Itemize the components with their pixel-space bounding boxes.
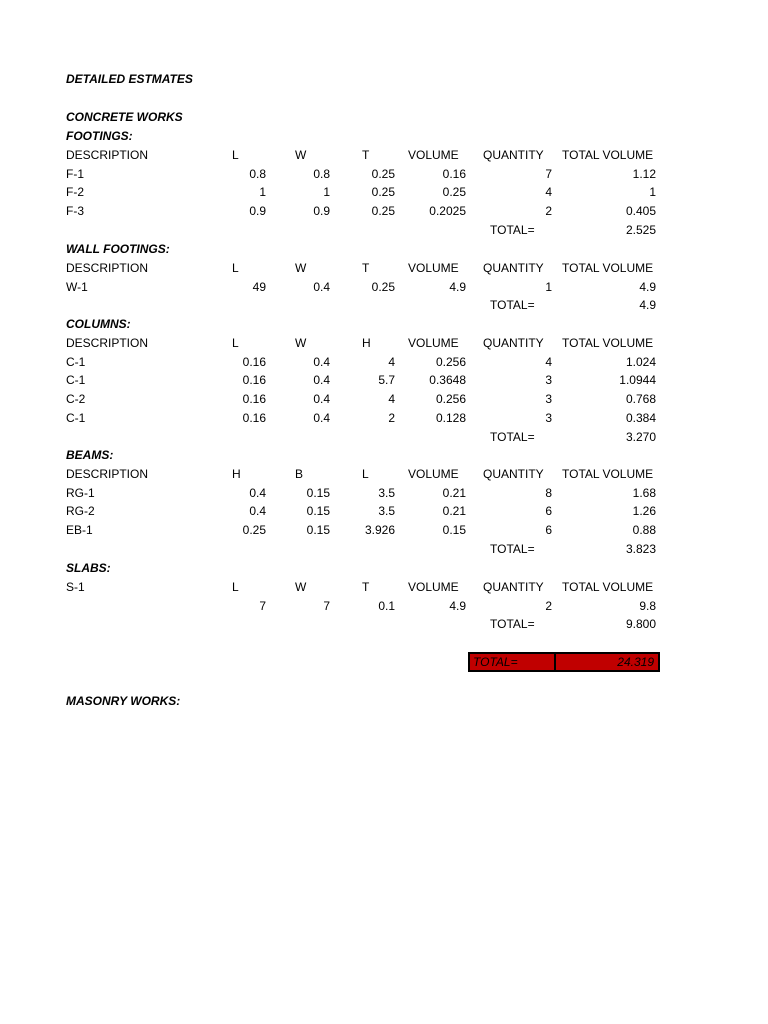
row-value: 0.8 (249, 166, 266, 181)
wall-footings-heading-text: WALL FOOTINGS: (66, 242, 170, 256)
row-value: 0.21 (442, 485, 466, 500)
row-description: C-2 (66, 392, 86, 407)
row-value: 1 (323, 185, 330, 200)
table-row (0, 184, 768, 200)
table-row (0, 279, 768, 295)
columns-total-row (0, 429, 768, 445)
row-value: 3.926 (364, 523, 395, 538)
row-value: 1.26 (632, 504, 656, 519)
footings-header-cell: W (295, 147, 307, 162)
wall-footings-header-cell: W (295, 260, 307, 275)
row-value: 0.25 (242, 523, 266, 538)
row-value: 2 (545, 204, 552, 219)
row-value: 0.16 (242, 411, 266, 425)
footings-total-row (0, 222, 768, 238)
row-value: 0.4 (249, 504, 266, 519)
table-row (0, 372, 768, 388)
table-row (0, 522, 768, 538)
row-value: 0.4 (313, 279, 330, 294)
beams-header-cell: VOLUME (408, 466, 459, 481)
row-value: 3 (545, 392, 552, 407)
row-value: 1.68 (632, 485, 656, 500)
footings-total-label: TOTAL= (490, 223, 535, 237)
slabs-header-cell: S-1 (66, 579, 85, 594)
grand-total-label: TOTAL= (473, 655, 518, 669)
row-value: 3 (545, 373, 552, 388)
slabs-header-cell: QUANTITY (483, 579, 544, 594)
beams-header-cell: DESCRIPTION (66, 466, 149, 481)
columns-heading (0, 316, 768, 332)
beams-total-label: TOTAL= (490, 542, 535, 556)
row-value: 0.16 (242, 373, 266, 388)
row-value: 0.4 (313, 373, 330, 388)
row-value: 0.25 (371, 185, 395, 200)
row-value: 0.768 (625, 392, 656, 407)
wall-footings-header-cell: QUANTITY (483, 260, 544, 275)
grand-total-label-cell (468, 652, 556, 672)
row-value: 6 (545, 523, 552, 538)
row-description: F-3 (66, 204, 84, 219)
footings-header-cell: DESCRIPTION (66, 147, 149, 162)
row-value: 1.0944 (619, 373, 656, 388)
row-value: 3 (545, 411, 552, 425)
grand-total-value-cell (554, 652, 660, 672)
row-description: C-1 (66, 411, 86, 425)
footings-heading-text: FOOTINGS: (66, 129, 133, 143)
table-row (0, 598, 768, 614)
row-value: 2 (388, 411, 395, 425)
section-masonry-works: MASONRY WORKS: (66, 694, 181, 708)
row-value: 7 (259, 598, 266, 613)
row-description: EB-1 (66, 523, 93, 538)
section-concrete-works: CONCRETE WORKS (66, 110, 183, 124)
row-value: 0.3648 (429, 373, 466, 388)
table-row (0, 354, 768, 370)
wall-footings-total-label: TOTAL= (490, 298, 535, 313)
row-value: 4 (388, 354, 395, 369)
beams-header-row (0, 466, 768, 482)
row-value: 49 (252, 279, 266, 294)
row-value: 0.15 (306, 523, 330, 538)
row-value: 2 (545, 598, 552, 613)
beams-header-cell: B (295, 466, 304, 481)
row-value: 0.16 (442, 166, 466, 181)
table-row (0, 166, 768, 182)
row-value: 4.9 (449, 279, 466, 294)
slabs-header-cell: W (295, 579, 307, 594)
wall-footings-total-value: 4.9 (639, 298, 656, 313)
beams-heading (0, 447, 768, 463)
row-description: W-1 (66, 279, 88, 294)
wall-footings-header-cell: T (362, 260, 370, 275)
beams-header-cell: TOTAL VOLUME (562, 466, 654, 481)
row-value: 1 (259, 185, 266, 200)
row-description: C-1 (66, 373, 86, 388)
row-value: 3.5 (378, 504, 395, 519)
row-value: 0.2025 (429, 204, 466, 219)
wall-footings-header-cell: VOLUME (408, 260, 459, 275)
wall-footings-header-cell: TOTAL VOLUME (562, 260, 654, 275)
row-description: RG-1 (66, 485, 95, 500)
row-value: 4.9 (449, 598, 466, 613)
row-value: 0.4 (249, 485, 266, 500)
footings-header-row (0, 147, 768, 163)
row-value: 0.15 (306, 485, 330, 500)
row-value: 1.12 (632, 166, 656, 181)
row-value: 0.21 (442, 504, 466, 519)
row-value: 4.9 (639, 279, 656, 294)
row-value: 3.5 (378, 485, 395, 500)
columns-heading-text: COLUMNS: (66, 317, 131, 331)
columns-header-row (0, 335, 768, 351)
footings-header-cell: VOLUME (408, 147, 459, 162)
row-value: 0.88 (632, 523, 656, 538)
row-value: 1 (545, 279, 552, 294)
row-value: 0.16 (242, 354, 266, 369)
row-value: 0.256 (435, 354, 466, 369)
beams-header-cell: QUANTITY (483, 466, 544, 481)
row-value: 6 (545, 504, 552, 519)
row-value: 1 (649, 185, 656, 200)
row-value: 0.256 (435, 392, 466, 407)
columns-header-cell: H (362, 335, 371, 350)
table-row (0, 391, 768, 407)
grand-total-value: 24.319 (617, 655, 654, 669)
wall-footings-header-cell: DESCRIPTION (66, 260, 149, 275)
row-description: F-2 (66, 185, 84, 200)
columns-header-cell: VOLUME (408, 335, 459, 350)
row-value: 0.25 (371, 166, 395, 181)
beams-header-cell: L (362, 466, 369, 481)
row-value: 4 (545, 354, 552, 369)
table-row (0, 485, 768, 501)
row-value: 0.8 (313, 166, 330, 181)
row-value: 0.4 (313, 411, 330, 425)
table-row (0, 203, 768, 219)
row-value: 4 (545, 185, 552, 200)
row-value: 5.7 (378, 373, 395, 388)
slabs-total-row (0, 616, 768, 632)
footings-header-cell: TOTAL VOLUME (562, 147, 654, 162)
row-value: 0.25 (371, 279, 395, 294)
row-value: 9.8 (639, 598, 656, 613)
slabs-heading (0, 560, 768, 576)
footings-header-cell: T (362, 147, 370, 162)
row-description: RG-2 (66, 504, 95, 519)
footings-header-cell: L (232, 147, 239, 162)
row-value: 0.4 (313, 354, 330, 369)
slabs-total-label: TOTAL= (490, 617, 535, 632)
slabs-heading-text: SLABS: (66, 561, 111, 575)
columns-header-cell: DESCRIPTION (66, 335, 149, 350)
row-value: 1.024 (625, 354, 656, 369)
slabs-header-cell: T (362, 579, 370, 594)
wall-footings-header-row (0, 260, 768, 276)
columns-header-cell: W (295, 335, 307, 350)
wall-footings-header-cell: L (232, 260, 239, 275)
wall-footings-total-row (0, 297, 768, 313)
page-title: DETAILED ESTMATES (66, 72, 193, 86)
wall-footings-heading (0, 241, 768, 257)
slabs-header-cell: TOTAL VOLUME (562, 579, 654, 594)
row-value: 0.405 (625, 204, 656, 219)
row-value: 4 (388, 392, 395, 407)
footings-total-value: 2.525 (625, 223, 656, 237)
row-value: 8 (545, 485, 552, 500)
row-value: 7 (323, 598, 330, 613)
row-description: F-1 (66, 166, 84, 181)
table-row (0, 503, 768, 519)
slabs-header-cell: L (232, 579, 239, 594)
row-value: 0.384 (625, 411, 656, 425)
beams-header-cell: H (232, 466, 241, 481)
row-value: 0.4 (313, 392, 330, 407)
columns-total-label: TOTAL= (490, 429, 535, 444)
columns-total-value: 3.270 (625, 429, 656, 444)
beams-total-value: 3.823 (625, 542, 656, 556)
beams-heading-text: BEAMS: (66, 448, 114, 462)
row-value: 0.16 (242, 392, 266, 407)
footings-header-cell: QUANTITY (483, 147, 544, 162)
slabs-header-cell: VOLUME (408, 579, 459, 594)
row-value: 0.1 (378, 598, 395, 613)
row-value: 0.25 (442, 185, 466, 200)
row-value: 0.9 (313, 204, 330, 219)
slabs-total-value: 9.800 (625, 617, 656, 632)
columns-header-cell: TOTAL VOLUME (562, 335, 654, 350)
beams-total-row (0, 541, 768, 557)
row-value: 0.15 (306, 504, 330, 519)
row-value: 0.128 (435, 411, 466, 425)
row-description: C-1 (66, 354, 86, 369)
columns-header-cell: QUANTITY (483, 335, 544, 350)
footings-heading (0, 128, 768, 144)
row-value: 0.15 (442, 523, 466, 538)
table-row (0, 410, 768, 426)
row-value: 7 (545, 166, 552, 181)
row-value: 0.25 (371, 204, 395, 219)
row-value: 0.9 (249, 204, 266, 219)
columns-header-cell: L (232, 335, 239, 350)
slabs-header-row (0, 579, 768, 595)
